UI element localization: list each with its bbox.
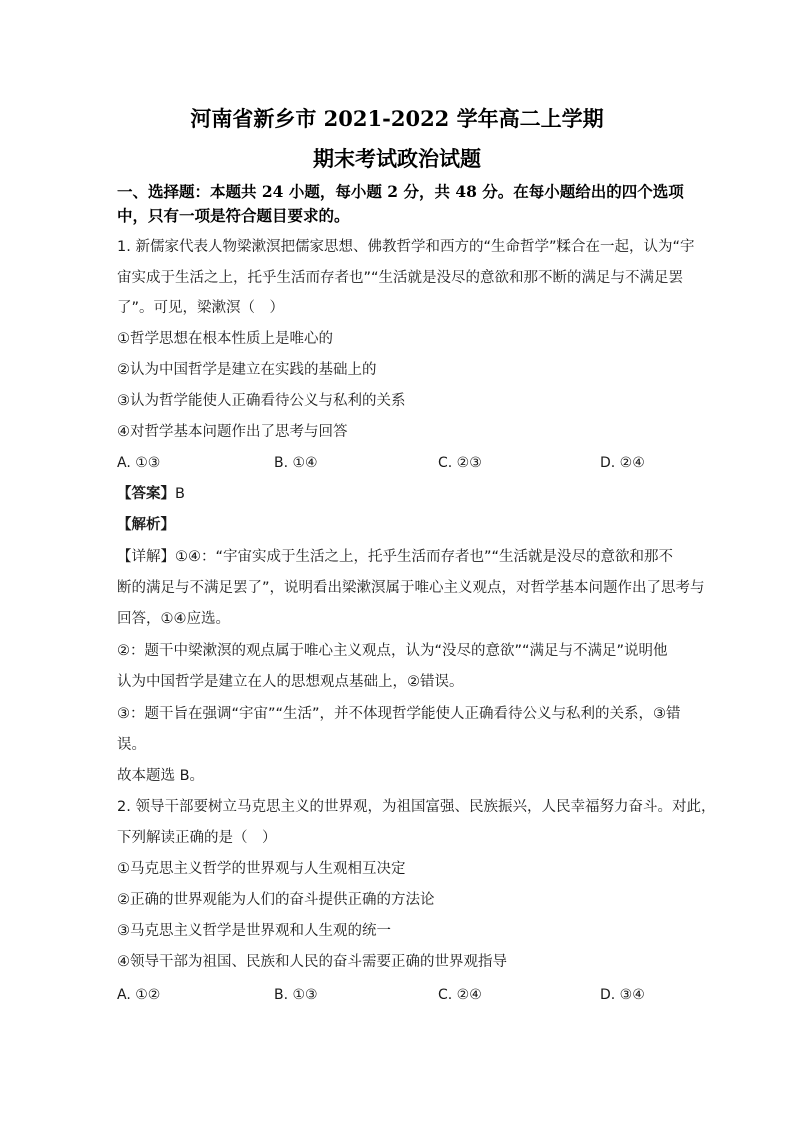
q1-item: ③认为哲学能使人正确看待公义与私利的关系 [117, 393, 406, 409]
q1-item: ④对哲学基本问题作出了思考与回答 [117, 424, 348, 440]
section-heading: 一、选择题：本题共 24 小题，每小题 2 分，共 48 分。在每小题给出的四个选项中，只有一项是符合题目要求的。 [117, 182, 684, 225]
q2-item: ②正确的世界观能为人们的奋斗提供正确的方法论 [117, 892, 435, 908]
q2-item: ①马克思主义哲学的世界观与人生观相互决定 [117, 861, 406, 877]
q1-stem-line: 了”。可见，梁漱溟（ ） [117, 300, 285, 316]
document-title-line2: 期末考试政治试题 [313, 146, 481, 171]
answer-value: B [175, 486, 185, 502]
q2-item: ③马克思主义哲学是世界观和人生观的统一 [117, 923, 391, 939]
q1-answer [117, 484, 185, 504]
q1-item: ②认为中国哲学是建立在实践的基础上的 [117, 362, 377, 378]
q1-option-d: D. ②④ [600, 455, 645, 471]
q1-option-b: B. ①④ [274, 455, 318, 471]
document-title-line1: 河南省新乡市 2021-2022 学年高二上学期 [190, 106, 604, 131]
q2-option-a: A. ①② [117, 987, 161, 1003]
q2-option-d: D. ③④ [600, 987, 645, 1003]
q1-detail-line: 误。 [117, 737, 146, 753]
q2-option-b: B. ①③ [274, 987, 318, 1003]
q2-stem-line: 2. 领导干部要树立马克思主义的世界观，为祖国富强、民族振兴，人民幸福努力奋斗。对此， [117, 799, 716, 815]
q1-detail-line: 认为中国哲学是建立在人的思想观点基础上，②错误。 [117, 674, 464, 690]
q1-detail-line: 【详解】①④：“宇宙实成于生活之上，托乎生活而存者也”“生活就是没尽的意欲和那不 [117, 549, 674, 565]
q1-analysis-label: 【解析】 [117, 517, 175, 533]
q1-detail-line: 回答，①④应选。 [117, 611, 230, 627]
q1-stem-line: 1. 新儒家代表人物梁漱溟把儒家思想、佛教哲学和西方的“生命哲学”糅合在一起，认为“宇 [117, 239, 695, 255]
q1-option-a: A. ①③ [117, 455, 161, 471]
q2-stem-line: 下列解读正确的是（ ） [117, 830, 277, 846]
q2-item: ④领导干部为祖国、民族和人民的奋斗需要正确的世界观指导 [117, 954, 507, 970]
q1-detail-line: 断的满足与不满足罢了”，说明看出梁漱溟属于唯心主义观点，对哲学基本问题作出了思考与 [117, 580, 705, 596]
q1-item: ①哲学思想在根本性质上是唯心的 [117, 331, 333, 347]
answer-label: 【答案】 [117, 486, 175, 502]
q1-detail-line: 故本题选 B。 [117, 768, 205, 784]
q2-option-c: C. ②④ [438, 987, 482, 1003]
q1-option-c: C. ②③ [438, 455, 482, 471]
q1-detail-line: ②：题干中梁漱溟的观点属于唯心主义观点，认为“没尽的意欲”“满足与不满足”说明他 [117, 643, 668, 659]
q1-detail-line: ③：题干旨在强调“宇宙”“生活”，并不体现哲学能使人正确看待公义与私利的关系，③错 [117, 706, 681, 722]
q1-stem-line: 宙实成于生活之上，托乎生活而存者也”“生活就是没尽的意欲和那不断的满足与不满足罢 [117, 270, 684, 286]
